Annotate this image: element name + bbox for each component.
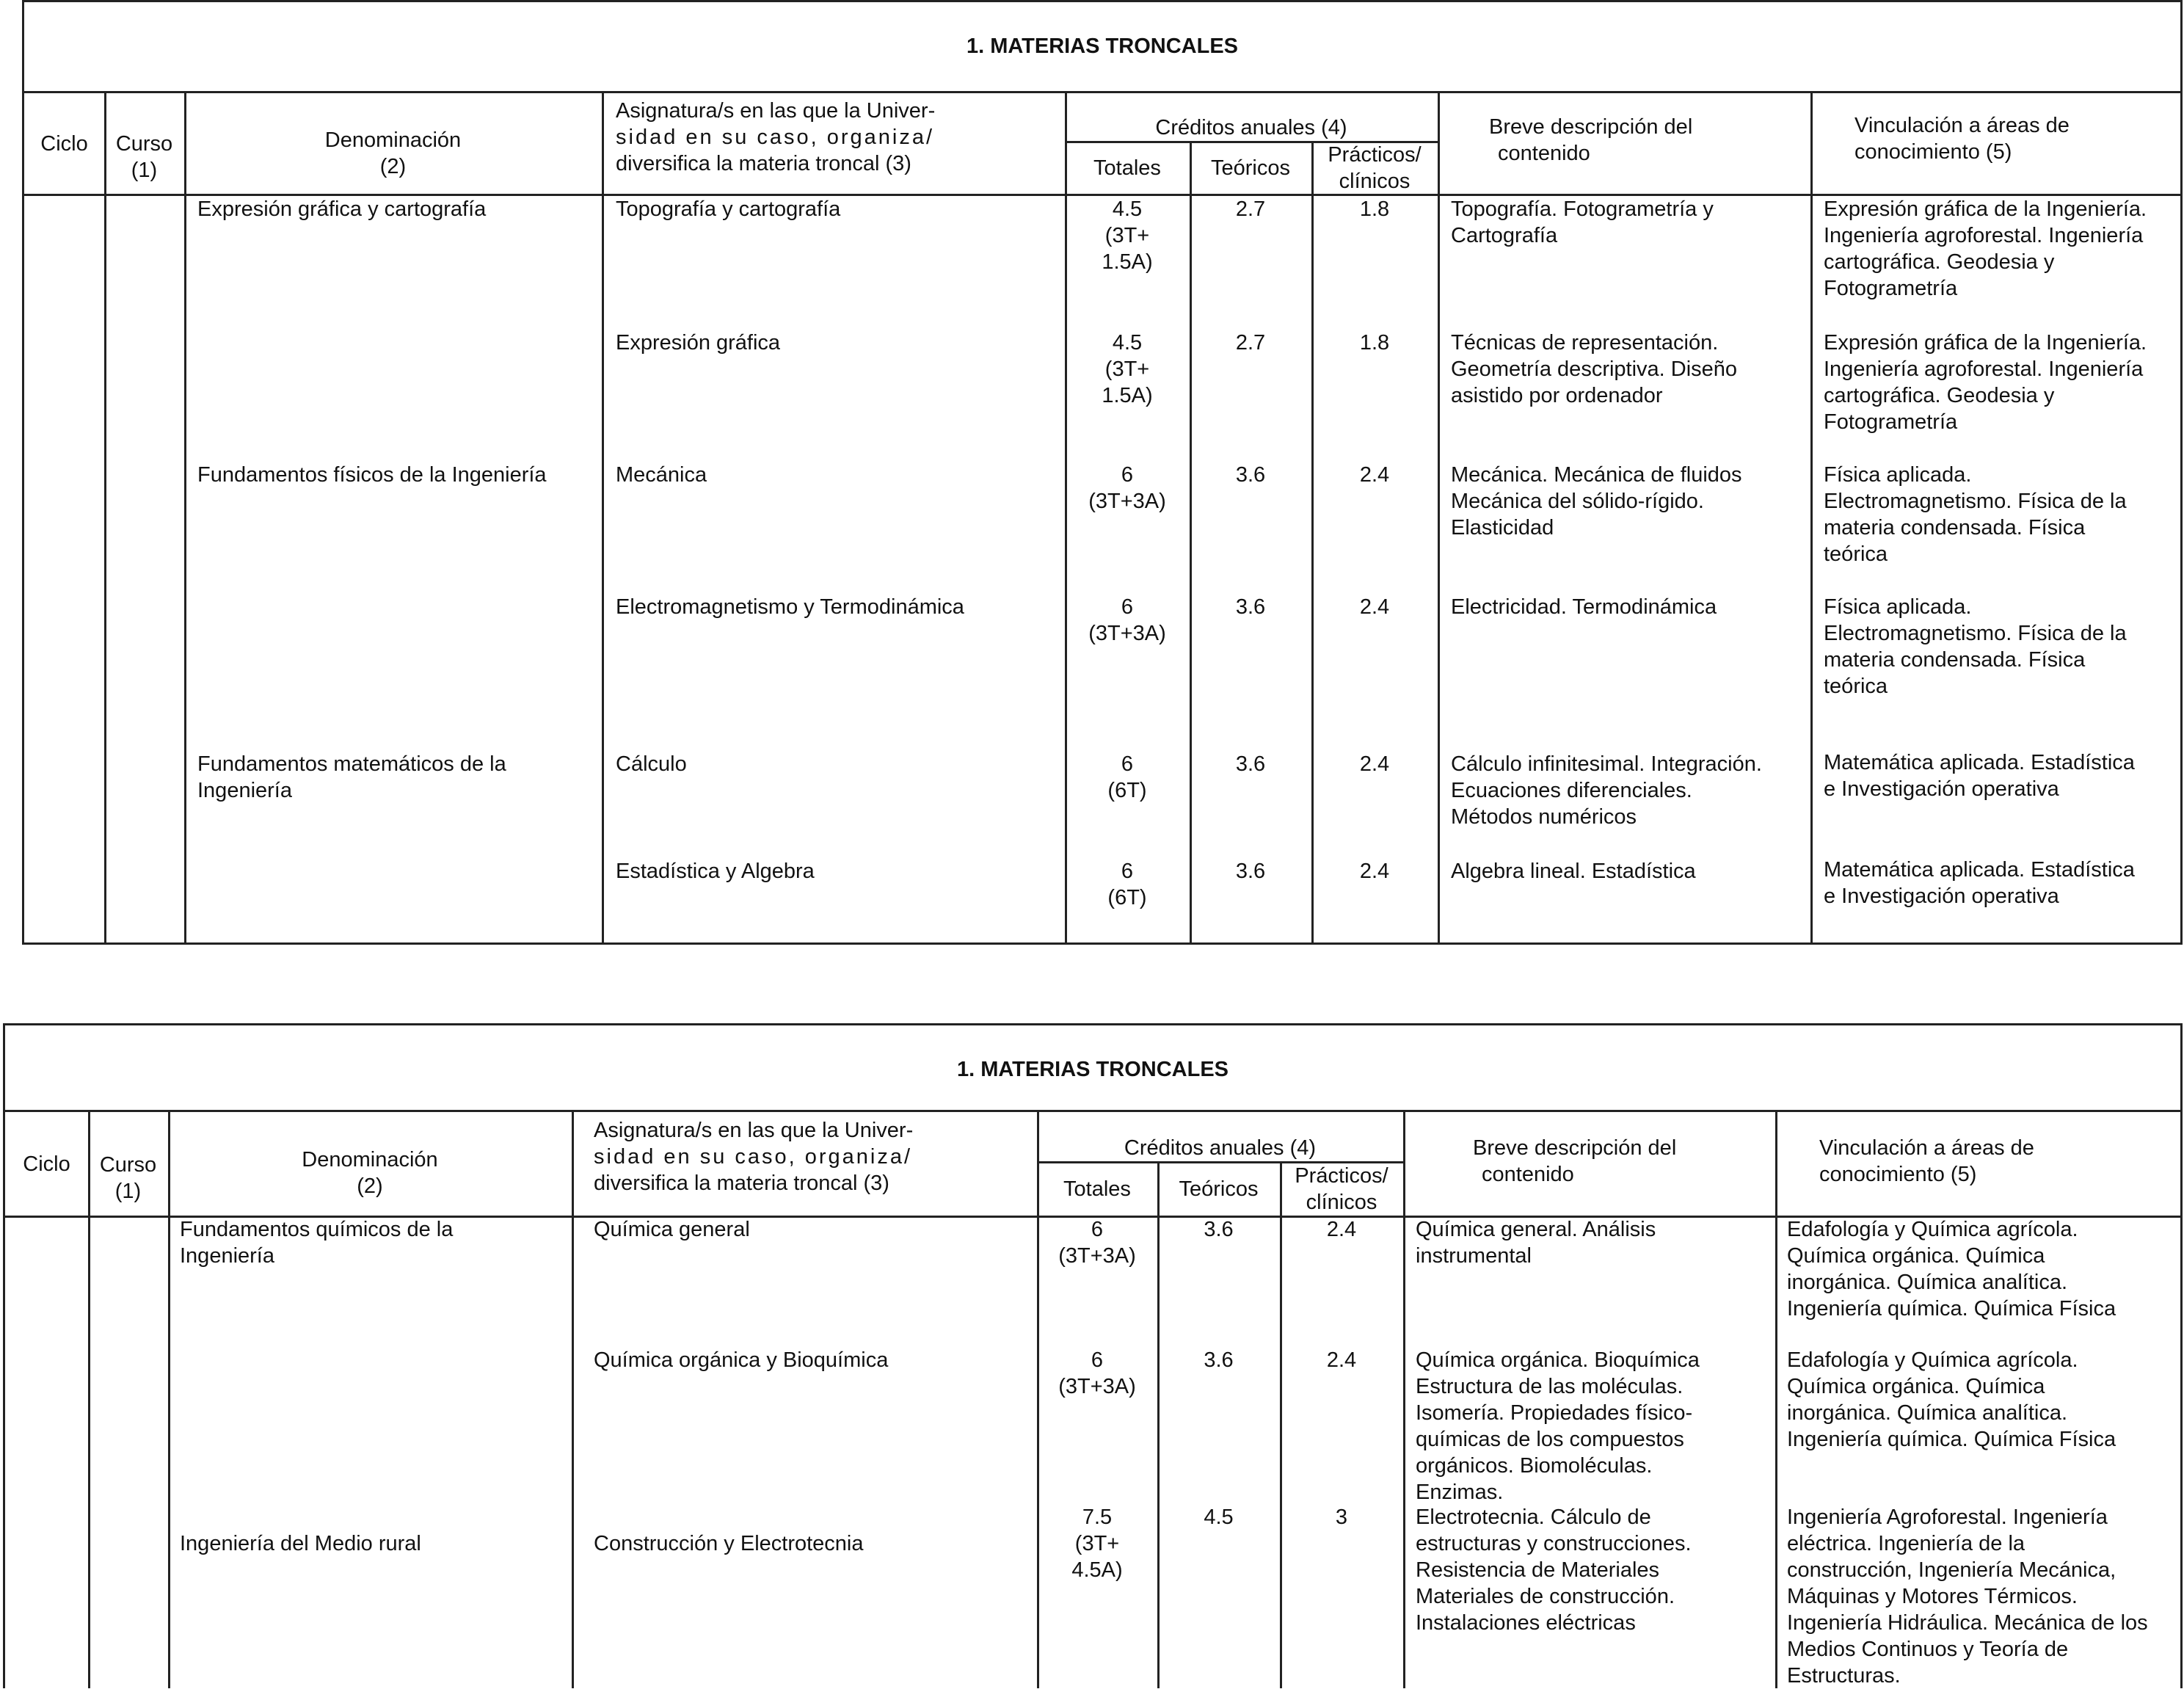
header-denominacion: Denominación (2) <box>302 1148 438 1198</box>
cell-teoricos: 3.6 <box>1235 463 1266 487</box>
cell-asignatura: Topografía y cartografía <box>616 197 841 221</box>
cell-practicos: 1.8 <box>1359 197 1390 221</box>
header-creditos: Créditos anuales (4) <box>1155 116 1347 139</box>
cell-descripcion: Química general. Análisis instrumental <box>1416 1218 1656 1268</box>
cell-asignatura: Química orgánica y Bioquímica <box>594 1348 889 1372</box>
divider <box>1438 91 1440 942</box>
divider <box>1190 141 1192 942</box>
header-totales: Totales <box>1093 156 1161 180</box>
cell-vinculacion: Ingeniería Agroforestal. Ingeniería eléctrica. Ingeniería de la construcción, Ingeniería Mecánica, Máquinas y Motores Térmicos. Ingeniería Hidráulica. Mecánica de los Medios Continuos y Teoría de Estructuras. <box>1787 1505 2148 1688</box>
cell-descripcion: Técnicas de representación. Geometría descriptiva. Diseño asistido por ordenador <box>1451 331 1738 407</box>
divider <box>1403 1110 1405 1688</box>
cell-descripcion: Topografía. Fotogrametría y Cartografía <box>1451 197 1714 247</box>
cell-totales: 6 (6T) <box>1107 860 1147 909</box>
header-practicos: Prácticos/ clínicos <box>1328 143 1422 193</box>
header-descripcion: Breve descripción del contenido <box>1489 115 1693 165</box>
cell-asignatura: Química general <box>594 1218 750 1241</box>
header-totales: Totales <box>1063 1177 1131 1201</box>
cell-teoricos: 3.6 <box>1235 860 1266 883</box>
cell-asignatura: Mecánica <box>616 463 707 487</box>
cell-teoricos: 3.6 <box>1235 752 1266 776</box>
divider <box>572 1110 574 1688</box>
cell-practicos: 3 <box>1335 1505 1348 1529</box>
cell-vinculacion: Física aplicada. Electromagnetismo. Física de la materia condensada. Física teórica <box>1824 595 2127 698</box>
header-ciclo: Ciclo <box>40 132 88 156</box>
cell-descripcion: Electricidad. Termodinámica <box>1451 595 1717 619</box>
cell-descripcion: Cálculo infinitesimal. Integración. Ecuaciones diferenciales. Métodos numéricos <box>1451 752 1762 829</box>
cell-practicos: 2.4 <box>1359 595 1390 619</box>
cell-practicos: 2.4 <box>1359 752 1390 776</box>
cell-practicos: 2.4 <box>1359 463 1390 487</box>
cell-asignatura: Construcción y Electrotecnia <box>594 1532 864 1555</box>
cell-vinculacion: Física aplicada. Electromagnetismo. Física de la materia condensada. Física teórica <box>1824 463 2127 566</box>
cell-denominacion: Expresión gráfica y cartografía <box>197 197 487 221</box>
cell-vinculacion: Matemática aplicada. Estadística e Investigación operativa <box>1824 858 2135 908</box>
cell-practicos: 2.4 <box>1326 1348 1357 1372</box>
cell-practicos: 2.4 <box>1326 1218 1357 1241</box>
divider <box>5 1110 2180 1112</box>
cell-totales: 6 (3T+3A) <box>1088 463 1166 513</box>
cell-vinculacion: Matemática aplicada. Estadística e Investigación operativa <box>1824 751 2135 801</box>
header-vinculacion: Vinculación a áreas de conocimiento (5) <box>1819 1136 2034 1186</box>
cell-asignatura: Estadística y Algebra <box>616 860 815 883</box>
header-denominacion: Denominación (2) <box>324 128 462 178</box>
header-teoricos: Teóricos <box>1179 1177 1259 1201</box>
cell-totales: 6 (3T+3A) <box>1058 1218 1136 1268</box>
cell-denominacion: Fundamentos físicos de la Ingeniería <box>197 463 547 487</box>
header-ciclo: Ciclo <box>23 1152 70 1176</box>
table-title: 1. MATERIAS TRONCALES <box>956 1058 1229 1081</box>
header-practicos: Prácticos/ clínicos <box>1295 1164 1388 1214</box>
cell-practicos: 2.4 <box>1359 860 1390 883</box>
table-title: 1. MATERIAS TRONCALES <box>966 34 1239 58</box>
cell-teoricos: 2.7 <box>1235 331 1266 355</box>
cell-vinculacion: Edafología y Química agrícola. Química orgánica. Química inorgánica. Química analítica. Ingeniería química. Química Física <box>1787 1218 2116 1321</box>
divider <box>1810 91 1813 942</box>
divider <box>24 91 2180 93</box>
cell-descripcion: Electrotecnia. Cálculo de estructuras y construcciones. Resistencia de Materiales Materiales de construcción. Instalaciones eléctricas <box>1416 1505 1692 1635</box>
cell-vinculacion: Expresión gráfica de la Ingeniería. Ingeniería agroforestal. Ingeniería cartográfica. Geodesia y Fotogrametría <box>1824 331 2147 434</box>
cell-denominacion: Fundamentos químicos de la Ingeniería <box>180 1218 454 1268</box>
cell-teoricos: 3.6 <box>1204 1218 1234 1241</box>
header-asignaturas: Asignatura/s en las que la Univer- sidad en su caso, organiza/ diversifica la materia troncal (3) <box>616 99 936 175</box>
cell-totales: 4.5 (3T+ 1.5A) <box>1102 331 1153 407</box>
cell-descripcion: Química orgánica. Bioquímica Estructura de las moléculas. Isomería. Propiedades físico- químicas de los compuestos orgánicos. Biomoléculas. Enzimas. <box>1416 1348 1700 1504</box>
header-descripcion: Breve descripción del contenido <box>1473 1136 1677 1186</box>
divider <box>104 91 106 942</box>
header-asignaturas: Asignatura/s en las que la Univer- sidad en su caso, organiza/ diversifica la materia troncal (3) <box>594 1119 914 1195</box>
table-2 <box>3 1023 2183 1688</box>
header-teoricos: Teóricos <box>1211 156 1290 180</box>
divider <box>1311 141 1314 942</box>
cell-teoricos: 4.5 <box>1204 1505 1234 1529</box>
cell-teoricos: 3.6 <box>1235 595 1266 619</box>
divider <box>184 91 186 942</box>
divider <box>1775 1110 1777 1688</box>
header-vinculacion: Vinculación a áreas de conocimiento (5) <box>1854 114 2070 164</box>
cell-denominacion: Ingeniería del Medio rural <box>180 1532 421 1555</box>
cell-descripcion: Algebra lineal. Estadística <box>1451 860 1696 883</box>
header-curso: Curso (1) <box>115 132 173 182</box>
cell-teoricos: 2.7 <box>1235 197 1266 221</box>
cell-denominacion: Fundamentos matemáticos de la Ingeniería <box>197 752 506 802</box>
cell-asignatura: Electromagnetismo y Termodinámica <box>616 595 964 619</box>
cell-totales: 6 (3T+3A) <box>1058 1348 1136 1398</box>
cell-totales: 6 (3T+3A) <box>1088 595 1166 645</box>
cell-practicos: 1.8 <box>1359 331 1390 355</box>
cell-vinculacion: Edafología y Química agrícola. Química orgánica. Química inorgánica. Química analítica. Ingeniería química. Química Física <box>1787 1348 2116 1451</box>
cell-asignatura: Cálculo <box>616 752 687 776</box>
header-curso: Curso (1) <box>99 1153 157 1203</box>
cell-teoricos: 3.6 <box>1204 1348 1234 1372</box>
cell-vinculacion: Expresión gráfica de la Ingeniería. Ingeniería agroforestal. Ingeniería cartográfica. Geodesia y Fotogrametría <box>1824 197 2147 300</box>
cell-totales: 4.5 (3T+ 1.5A) <box>1102 197 1153 274</box>
cell-totales: 6 (6T) <box>1107 752 1147 802</box>
cell-descripcion: Mecánica. Mecánica de fluidos Mecánica del sólido-rígido. Elasticidad <box>1451 463 1742 540</box>
cell-totales: 7.5 (3T+ 4.5A) <box>1071 1505 1123 1582</box>
header-creditos: Créditos anuales (4) <box>1124 1136 1317 1160</box>
table-1 <box>22 0 2183 945</box>
cell-asignatura: Expresión gráfica <box>616 331 781 355</box>
divider <box>602 91 604 942</box>
